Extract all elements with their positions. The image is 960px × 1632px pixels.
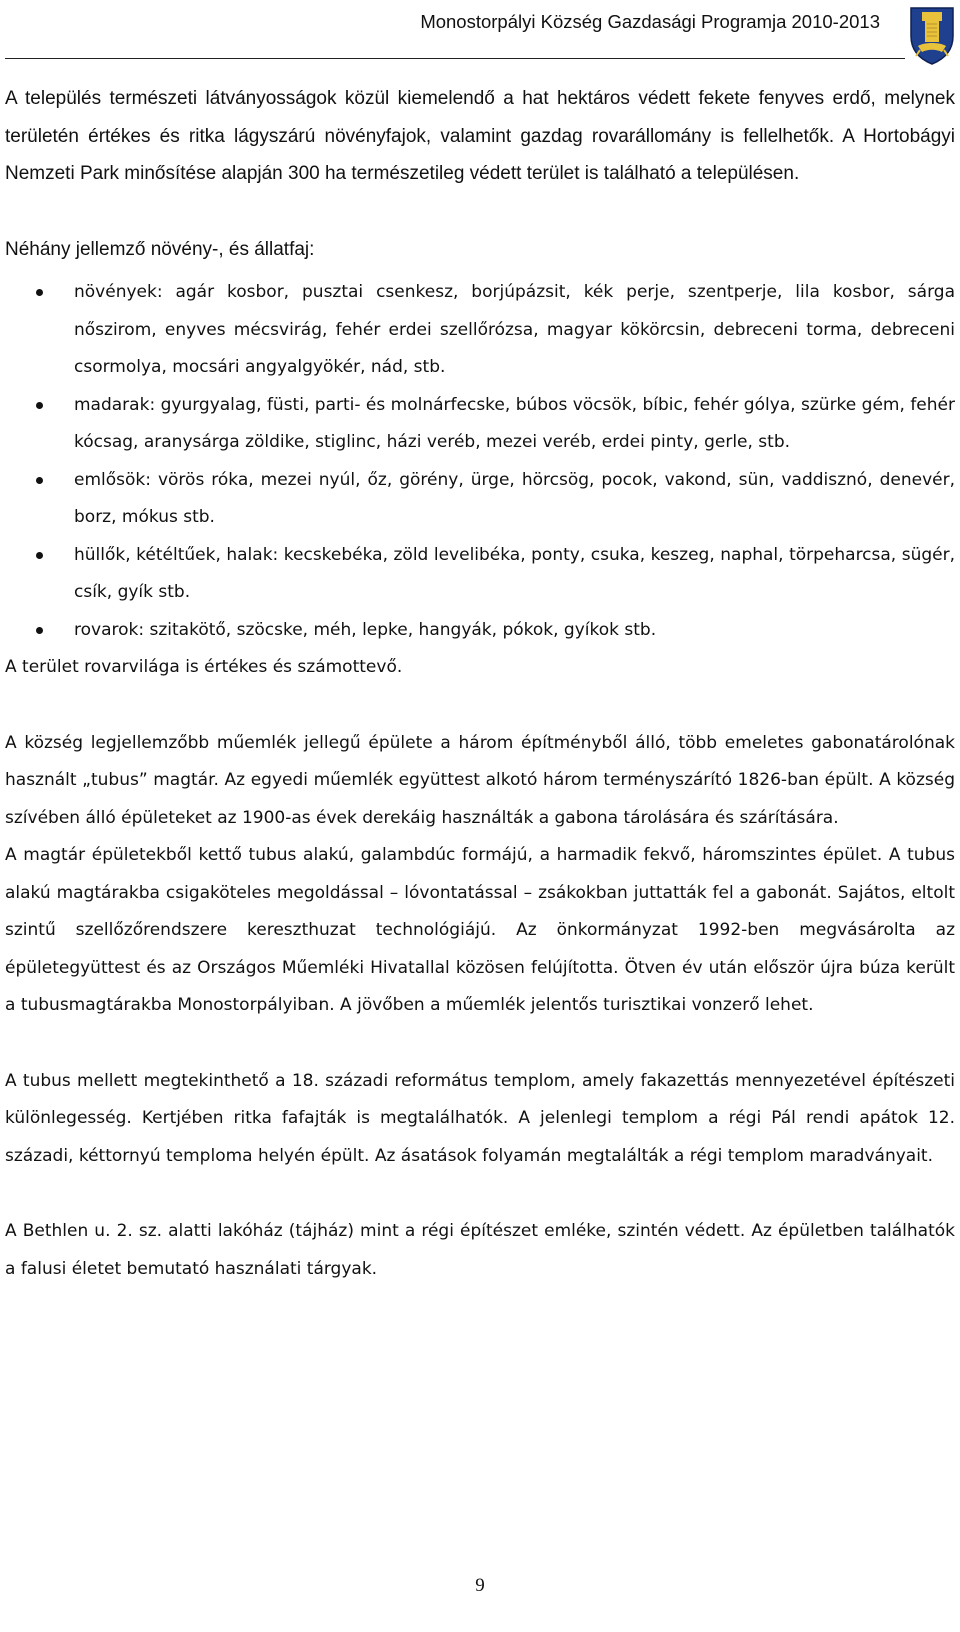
intro-paragraph: A település természeti látványosságok közül kiemelendő a hat hektáros védett fekete fenyves erdő, melynek területén értékes és ritka lágyszárú növényfajok, valamint gazdag rovarállomány is fellelhetők. A Hortobágyi Nemzeti Park minősítése alapján 300 ha természetileg védett terület is található a településen. <box>5 88 955 184</box>
header-title: Monostorpályi Község Gazdasági Programja 2010-2013 <box>420 11 880 32</box>
insect-note: A terület rovarvilága is értékes és számottevő. <box>5 657 403 677</box>
spacer <box>5 193 955 231</box>
page-number: 9 <box>475 1575 485 1596</box>
list-item: hüllők, kétéltűek, halak: kecskebéka, zöld levelibéka, ponty, csuka, keszeg, naphal, törpeharcsa, sügér, csík, gyík stb. <box>5 537 955 612</box>
granary-detail-paragraph: A magtár épületekből kettő tubus alakú, galambdúc formájú, a harmadik fekvő, háromszintes épület. A tubus alakú magtárakba csigaköteles megoldással – lóvontatással – zsákokban juttatták fel a gabonát. Sajátos, eltolt szintű szellőzőrendszere kereszthuzat technológiájú. Az önkormányzat 1992-ben megvásárolta az épületegyüttest és az Országos Műemléki Hivatallal közösen felújította. Ötven év után először újra búza került a tubusmagtárakba Monostorpályiban. A jövőben a műemlék jelentős turisztikai vonzerő lehet. <box>5 845 955 1015</box>
list-item: növények: agár kosbor, pusztai csenkesz, borjúpázsit, kék perje, szentperje, lila kosbor, sárga nőszirom, enyves mécsvirág, fehér erdei szellőrózsa, magyar kökörcsin, debreceni torma, debreceni csormolya, mocsári angyalgyökér, nád, stb. <box>5 274 955 387</box>
species-heading: Néhány jellemző növény-, és állatfaj: <box>5 238 315 260</box>
list-item: emlősök: vörös róka, mezei nyúl, őz, görény, ürge, hörcsög, pocok, vakond, sün, vaddisznó, denevér, borz, mókus stb. <box>5 462 955 537</box>
species-list <box>5 274 955 649</box>
bullet-icon <box>36 289 43 296</box>
spacer <box>5 1175 955 1213</box>
coat-of-arms-icon <box>908 6 956 66</box>
page-header <box>0 0 960 66</box>
list-item: madarak: gyurgyalag, füsti, parti- és molnárfecske, búbos vöcsök, bíbic, fehér gólya, szürke gém, fehér kócsag, aranysárga zöldike, stiglinc, házi veréb, mezei veréb, erdei pinty, gerle, stb. <box>5 387 955 462</box>
bullet-icon <box>36 477 43 484</box>
bullet-icon <box>36 552 43 559</box>
church-paragraph: A tubus mellett megtekinthető a 18. századi református templom, amely fakazettás mennyezetével építészeti különlegesség. Kertjében ritka fafajták is megtalálhatók. A jelenlegi templom a régi Pál rendi apátok 12. századi, kéttornyú temploma helyén épült. Az ásatások folyamán megtalálták a régi templom maradványait. <box>5 1070 955 1166</box>
bullet-icon <box>36 627 43 634</box>
house-paragraph: A Bethlen u. 2. sz. alatti lakóház (tájház) mint a régi építészet emléke, szintén védett. Az épületben találhatók a falusi életet bemutató használati tárgyak. <box>5 1221 955 1279</box>
spacer <box>5 1025 955 1063</box>
header-divider <box>5 58 905 59</box>
spacer <box>5 687 955 725</box>
granary-paragraph: A község legjellemzőbb műemlék jellegű épülete a három építményből álló, több emeletes gabonatárolónak használt „tubus” magtár. Az egyedi műemlék együttest alkotó három terményszárító 1826-ban épült. A község szívében álló épületeket az 1900-as évek derekáig használták a gabona tárolására és szárítására. <box>5 732 955 828</box>
bullet-icon <box>36 402 43 409</box>
document-body <box>5 80 955 1288</box>
list-item: rovarok: szitakötő, szöcske, méh, lepke, hangyák, pókok, gyíkok stb. <box>5 612 955 650</box>
